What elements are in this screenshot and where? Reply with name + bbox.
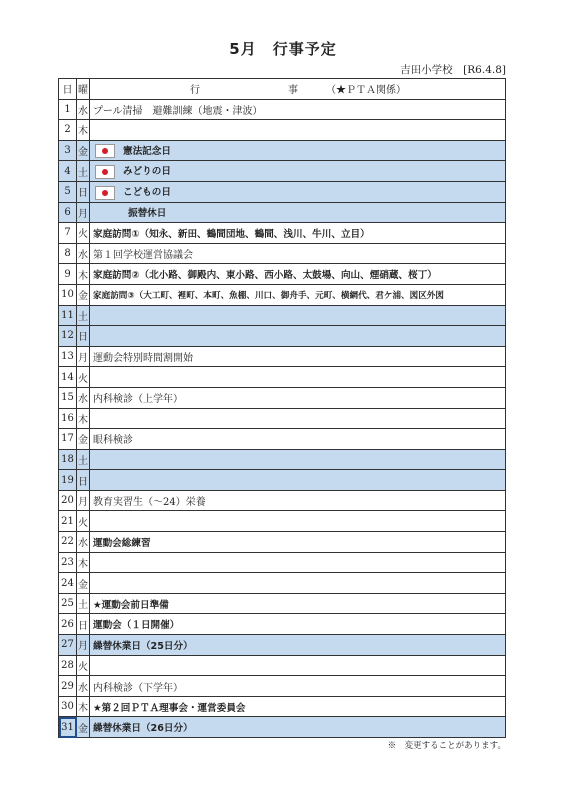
table-row: [59, 593, 506, 614]
day-cell: 9: [59, 264, 77, 285]
table-row: [59, 408, 506, 429]
event-cell: [90, 326, 506, 347]
event-text: 憲法記念日: [123, 145, 171, 157]
day-cell: 10: [59, 284, 77, 305]
day-cell: 18: [59, 449, 77, 470]
event-cell: [90, 449, 506, 470]
table-row: [59, 511, 506, 532]
day-cell: 14: [59, 367, 77, 388]
day-cell: 6: [59, 202, 77, 223]
table-row: [59, 181, 506, 202]
weekday-cell: 水: [77, 532, 90, 553]
event-text: みどりの日: [123, 166, 171, 178]
table-row: [59, 696, 506, 717]
event-cell: [90, 696, 506, 717]
weekday-cell: 土: [77, 305, 90, 326]
event-text: 繰替休業日（25日分）: [93, 640, 193, 652]
table-row: [59, 387, 506, 408]
day-cell: 5: [59, 181, 77, 202]
event-text: 家庭訪問①（知永、新田、鶴間団地、鶴間、浅川、牛川、立目）: [93, 228, 370, 240]
event-cell: [90, 305, 506, 326]
event-cell: [90, 511, 506, 532]
event-text: こどもの日: [123, 187, 171, 199]
event-cell: [90, 552, 506, 573]
day-cell: 30: [59, 696, 77, 717]
weekday-cell: 日: [77, 326, 90, 347]
event-cell: [90, 573, 506, 594]
day-cell: 22: [59, 532, 77, 553]
table-row: [59, 717, 506, 738]
table-row: [59, 367, 506, 388]
weekday-cell: 火: [77, 367, 90, 388]
event-cell: [90, 284, 506, 305]
weekday-cell: 木: [77, 120, 90, 141]
day-cell: 2: [59, 120, 77, 141]
event-text: 運動会（１日開催）: [93, 620, 180, 632]
table-header: [59, 79, 506, 100]
weekday-cell: 水: [77, 243, 90, 264]
header-events: [90, 79, 506, 100]
table-row: [59, 161, 506, 182]
weekday-cell: 木: [77, 408, 90, 429]
weekday-cell: 水: [77, 99, 90, 120]
event-cell: [90, 140, 506, 161]
event-text: 内科検診（下学年）: [93, 682, 183, 694]
table-row: [59, 614, 506, 635]
weekday-cell: 月: [77, 202, 90, 223]
event-cell: [90, 490, 506, 511]
table-row: [59, 490, 506, 511]
footnote: ※ 変更することがあります。: [387, 741, 506, 751]
day-cell: 1: [59, 99, 77, 120]
table-row: [59, 202, 506, 223]
weekday-cell: 火: [77, 511, 90, 532]
day-cell: 7: [59, 223, 77, 244]
day-cell: 19: [59, 470, 77, 491]
event-cell: [90, 264, 506, 285]
day-cell: 4: [59, 161, 77, 182]
day-cell: 16: [59, 408, 77, 429]
weekday-cell: 土: [77, 593, 90, 614]
header-ev1: 行: [190, 85, 200, 97]
table-row: [59, 243, 506, 264]
day-cell: 11: [59, 305, 77, 326]
event-text: 眼科検診: [93, 435, 133, 447]
day-cell: 24: [59, 573, 77, 594]
day-cell: 12: [59, 326, 77, 347]
event-cell: [90, 593, 506, 614]
weekday-cell: 木: [77, 552, 90, 573]
event-cell: [90, 243, 506, 264]
day-cell: 17: [59, 429, 77, 450]
header-ev2: 事: [288, 85, 298, 97]
event-cell: [90, 614, 506, 635]
day-cell: 29: [59, 676, 77, 697]
table-row: [59, 429, 506, 450]
event-cell: [90, 202, 506, 223]
day-cell: 21: [59, 511, 77, 532]
day-cell: 27: [59, 635, 77, 656]
school-name: 吉田小学校 [R6.4.8]: [400, 64, 506, 76]
event-text: 振替休日: [128, 208, 167, 220]
event-cell: [90, 120, 506, 141]
weekday-cell: 日: [77, 614, 90, 635]
header-weekday: 曜: [77, 79, 90, 100]
day-cell: 23: [59, 552, 77, 573]
weekday-cell: 金: [77, 140, 90, 161]
weekday-cell: 日: [77, 181, 90, 202]
event-cell: [90, 470, 506, 491]
event-text: 運動会総練習: [93, 537, 151, 549]
event-cell: [90, 429, 506, 450]
event-cell: [90, 181, 506, 202]
day-cell: 25: [59, 593, 77, 614]
event-cell: [90, 387, 506, 408]
table-row: [59, 470, 506, 491]
weekday-cell: 月: [77, 346, 90, 367]
event-text: 繰替休業日（26日分）: [93, 723, 193, 735]
event-cell: [90, 532, 506, 553]
day-cell: 31: [59, 717, 77, 738]
table-row: [59, 552, 506, 573]
event-text: 家庭訪問②（北小路、御殿内、東小路、西小路、太鼓場、向山、煙硝蔵、桜丁）: [93, 270, 437, 282]
event-cell: [90, 367, 506, 388]
event-text: 運動会特別時間割開始: [93, 353, 193, 365]
header-ev3: （★ＰＴＡ関係）: [326, 85, 406, 97]
weekday-cell: 日: [77, 470, 90, 491]
event-text: ★第２回ＰＴＡ理事会・運営委員会: [93, 702, 246, 714]
table-row: [59, 449, 506, 470]
table-row: [59, 676, 506, 697]
event-text: 家庭訪問③（大工町、裡町、本町、魚棚、川口、御舟手、元町、横網代、君ケ浦、図区外図: [93, 290, 445, 301]
table-row: [59, 140, 506, 161]
day-cell: 15: [59, 387, 77, 408]
weekday-cell: 月: [77, 635, 90, 656]
japan-flag-icon: [95, 165, 115, 179]
weekday-cell: 金: [77, 717, 90, 738]
japan-flag-icon: [95, 144, 115, 158]
day-cell: 8: [59, 243, 77, 264]
day-cell: 26: [59, 614, 77, 635]
table-row: [59, 573, 506, 594]
weekday-cell: 土: [77, 161, 90, 182]
event-text: ★運動会前日準備: [93, 599, 169, 611]
schedule-table: [58, 78, 506, 738]
weekday-cell: 水: [77, 387, 90, 408]
event-cell: [90, 676, 506, 697]
event-cell: [90, 223, 506, 244]
event-cell: [90, 635, 506, 656]
page-title: 5月 行事予定: [229, 40, 337, 58]
event-text: 教育実習生（～24）栄養: [93, 497, 206, 509]
weekday-cell: 火: [77, 655, 90, 676]
table-row: [59, 284, 506, 305]
day-cell: 28: [59, 655, 77, 676]
weekday-cell: 木: [77, 696, 90, 717]
table-row: [59, 264, 506, 285]
weekday-cell: 月: [77, 490, 90, 511]
event-text: 内科検診（上学年）: [93, 394, 183, 406]
weekday-cell: 火: [77, 223, 90, 244]
table-row: [59, 120, 506, 141]
table-row: [59, 223, 506, 244]
weekday-cell: 木: [77, 264, 90, 285]
event-text: 第１回学校運営協議会: [93, 250, 193, 262]
day-cell: 13: [59, 346, 77, 367]
table-row: [59, 99, 506, 120]
weekday-cell: 土: [77, 449, 90, 470]
table-row: [59, 532, 506, 553]
table-row: [59, 655, 506, 676]
weekday-cell: 金: [77, 573, 90, 594]
japan-flag-icon: [95, 186, 115, 200]
event-cell: [90, 161, 506, 182]
event-cell: [90, 655, 506, 676]
table-row: [59, 635, 506, 656]
day-cell: 20: [59, 490, 77, 511]
event-cell: [90, 717, 506, 738]
table-row: [59, 346, 506, 367]
table-row: [59, 326, 506, 347]
day-cell: 3: [59, 140, 77, 161]
event-text: プール清掃 避難訓練（地震・津波）: [93, 105, 263, 117]
table-row: [59, 305, 506, 326]
event-cell: [90, 346, 506, 367]
weekday-cell: 金: [77, 429, 90, 450]
header-day: 日: [59, 79, 77, 100]
event-cell: [90, 99, 506, 120]
weekday-cell: 金: [77, 284, 90, 305]
weekday-cell: 水: [77, 676, 90, 697]
event-cell: [90, 408, 506, 429]
